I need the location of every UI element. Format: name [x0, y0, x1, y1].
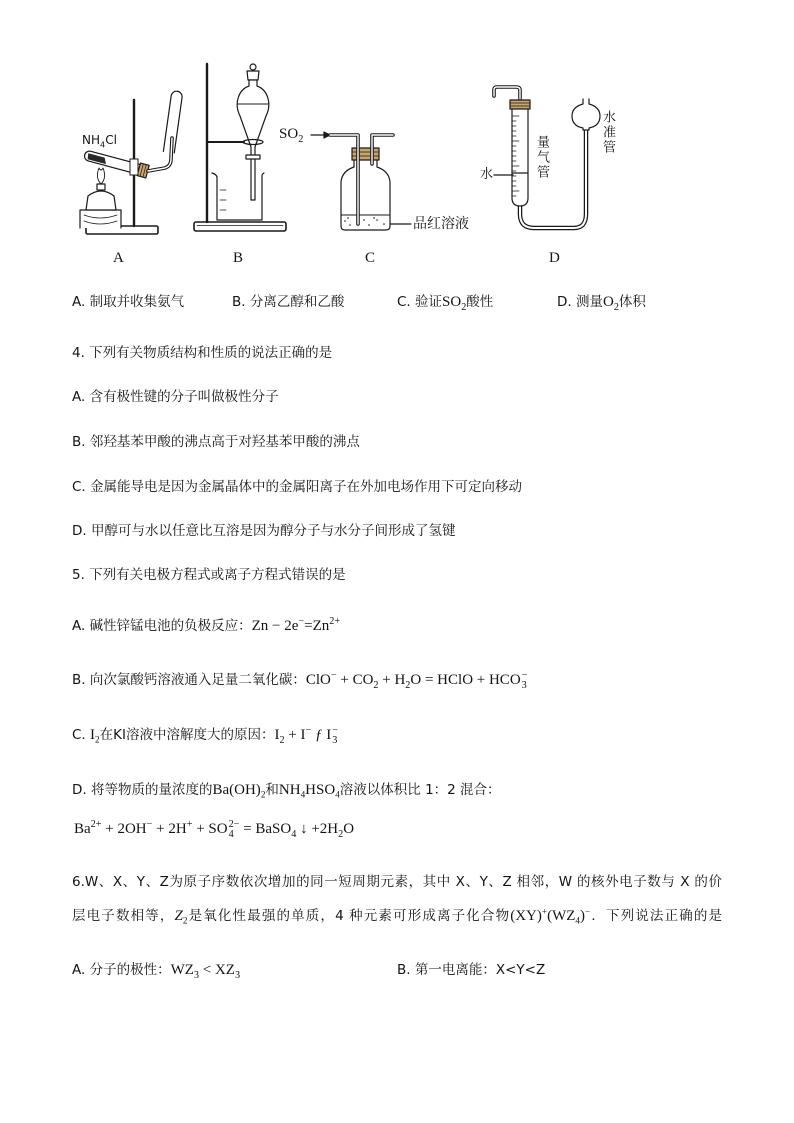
q6-stem-text: ．下列说法正确的是 — [590, 908, 723, 924]
formula-part: I — [90, 727, 96, 743]
formula-sub: 2 — [613, 302, 619, 314]
q4-stem: 4. 下列有关物质结构和性质的说法正确的是 — [72, 345, 333, 361]
q3-option-c-text: C. 验证 — [397, 294, 443, 310]
eq-part: O — [343, 821, 355, 837]
q5-option-b — [72, 670, 527, 691]
label-leveling-tube: 水准管 — [600, 110, 615, 155]
q6-stem-text: 层电子数相等， — [72, 908, 175, 924]
q5-option-c-text: C. — [72, 727, 91, 743]
formula-sub: 3 — [234, 970, 241, 982]
formula-sup: + — [541, 906, 548, 917]
eq-part: =Zn — [304, 618, 330, 634]
formula-sub: 2 — [260, 789, 266, 800]
rubber-stopper — [352, 148, 379, 160]
funnel-stopper — [247, 71, 259, 80]
caption-b: B — [233, 250, 244, 266]
formula-part: SO — [442, 294, 462, 310]
rubber-tube — [520, 128, 586, 228]
formula-part: Ba(OH) — [212, 782, 261, 798]
q3-option-d — [557, 292, 646, 313]
caption-c: C — [365, 250, 376, 266]
apparatus-a-ammonia-setup — [80, 90, 183, 234]
burette-stopper — [510, 100, 530, 109]
q4-option-a: A. 含有极性键的分子叫做极性分子 — [72, 389, 279, 405]
q5-option-c-text: 在KI溶液中溶解度大的原因： — [99, 727, 275, 743]
eq-sub: 2 — [405, 680, 411, 692]
leveling-bulb — [572, 99, 600, 130]
eq-subsup — [229, 820, 240, 840]
q5-option-d — [72, 780, 501, 800]
q5-option-a-equation — [251, 615, 341, 634]
q6-stem-line-1: 6.W、X、Y、Z为原子序数依次增加的同一短周期元素，其中 X、Y、Z 相邻，W 的核外电子数与 X 的价 — [72, 874, 722, 890]
reversible-arrow: ƒ — [311, 727, 327, 743]
formula-part: HSO — [305, 782, 336, 798]
q4-option-b: B. 邻羟基苯甲酸的沸点高于对羟基苯甲酸的沸点 — [72, 434, 360, 450]
q6-stem-line-2 — [72, 905, 722, 927]
label-nh4cl-sub: 4 — [100, 139, 106, 150]
label-nh4cl — [82, 132, 117, 148]
label-nh4cl-part: Cl — [105, 133, 117, 147]
formula-sup: − — [585, 906, 591, 917]
q5-option-d-text: D. 将等物质的量浓度的 — [72, 782, 213, 798]
eq-sub: 2 — [338, 829, 344, 841]
q5-option-c — [72, 725, 338, 746]
q6-option-b: B. 第一电离能：X<Y<Z — [397, 962, 546, 978]
formula-part: (XY) — [510, 908, 542, 924]
label-pinhong-solution: 品红溶液 — [413, 216, 469, 232]
stand-base — [194, 222, 286, 231]
formula-part: (WZ — [547, 908, 576, 924]
apparatus-c-gas-washing-bottle — [311, 132, 411, 230]
eq-sub: 2 — [373, 680, 379, 692]
eq-part: Ba — [74, 821, 91, 837]
eq-sup: + — [186, 818, 193, 830]
eq-part: O = HClO + HCO — [410, 672, 521, 688]
stopcock — [246, 155, 260, 159]
test-tube — [83, 149, 149, 178]
eq-subsup — [522, 671, 528, 691]
eq-part: + 2OH — [101, 821, 147, 837]
beaker — [212, 173, 264, 220]
q6-option-a — [72, 960, 240, 981]
eq-part: I — [274, 727, 280, 743]
formula-sub: 4 — [575, 915, 580, 926]
eq-part: ↓ +2H — [296, 821, 339, 837]
label-so2-sub: 2 — [298, 134, 304, 146]
formula-sub: 2 — [182, 915, 188, 926]
rubber-tube-inner — [520, 128, 586, 228]
eq-sup: 2− — [228, 818, 240, 830]
q3-option-d-text: D. 测量 — [557, 294, 603, 310]
caption-a: A — [113, 250, 124, 266]
q5-option-d-text: 和 — [265, 782, 279, 798]
apparatus-figure — [0, 0, 794, 280]
flame — [97, 168, 104, 184]
eq-sub: 4 — [291, 829, 297, 841]
eq-part: Zn − 2e — [251, 618, 299, 634]
eq-sup: 2+ — [90, 818, 102, 830]
eq-sub: 3 — [521, 680, 527, 692]
formula-part: ) — [580, 908, 585, 924]
q3-option-c-text: 酸性 — [466, 294, 494, 310]
q3-option-b: B. 分离乙醇和乙酸 — [232, 294, 345, 310]
q3-option-d-text: 体积 — [618, 294, 646, 310]
q5-option-b-text: B. 向次氯酸钙溶液通入足量二氧化碳： — [72, 672, 306, 688]
eq-sup: − — [330, 669, 337, 681]
label-nh4cl-part: NH — [82, 133, 100, 147]
eq-subsup — [332, 726, 338, 746]
eq-part: = BaSO — [239, 821, 292, 837]
alcohol-lamp — [86, 191, 116, 210]
eq-sub: 2 — [279, 735, 285, 747]
eq-sub: 4 — [228, 829, 234, 841]
q5-stem: 5. 下列有关电极方程式或离子方程式错误的是 — [72, 567, 346, 583]
eq-sup: − — [146, 818, 153, 830]
eq-part: + H — [378, 672, 406, 688]
q5-option-c-equation — [274, 724, 339, 747]
eq-sup: − — [332, 724, 339, 736]
q3-option-d-formula — [602, 294, 619, 314]
apparatus-b-separatory-funnel — [194, 64, 286, 231]
q5-option-b-equation — [305, 669, 528, 692]
bottle — [341, 160, 390, 230]
eq-sup: 2+ — [329, 615, 341, 627]
eq-part: + I — [284, 727, 306, 743]
q5-option-d-text: 溶液以体积比 1：2 混合： — [339, 782, 501, 798]
eq-part: + CO — [336, 672, 374, 688]
formula-sub: 2 — [95, 734, 100, 745]
formula-part: Z — [174, 908, 183, 924]
q4-option-c: C. 金属能导电是因为金属晶体中的金属阳离子在外加电场作用下可定向移动 — [72, 479, 523, 495]
eq-sup: − — [305, 724, 312, 736]
eq-part: + SO — [192, 821, 228, 837]
formula-sub: 4 — [335, 789, 340, 800]
q3-option-a: A. 制取并收集氨气 — [72, 294, 185, 310]
formula-sub: 2 — [461, 302, 467, 314]
clamp — [130, 159, 138, 175]
beaker-graduations — [220, 190, 226, 210]
formula-part: < XZ — [199, 962, 235, 978]
formula-part: WZ — [170, 962, 194, 978]
eq-part: I — [326, 727, 332, 743]
q6-stem-text: 是氧化性最强的单质，4 种元素可形成离子化合物 — [187, 908, 511, 924]
eq-part: ClO — [305, 672, 331, 688]
q3-option-c — [397, 292, 493, 313]
label-gas-burette: 量气管 — [534, 135, 549, 180]
eq-sup: − — [298, 615, 305, 627]
lamp-wick-holder — [97, 184, 105, 190]
formula-sub: 3 — [193, 970, 200, 982]
q5-option-d-equation — [74, 819, 354, 840]
q4-option-d: D. 甲醇可与水以任意比互溶是因为醇分子与水分子间形成了氢键 — [72, 523, 456, 539]
bent-tube — [494, 87, 520, 101]
q5-option-a — [72, 616, 340, 636]
formula-sub: 4 — [300, 789, 306, 800]
eq-sub: 3 — [332, 735, 338, 747]
label-so2 — [279, 126, 303, 145]
q5-option-a-text: A. 碱性锌锰电池的负极反应： — [72, 618, 252, 634]
funnel-stopper-knob — [250, 64, 256, 70]
q6-option-a-formula — [170, 962, 241, 982]
formula-part: O — [602, 294, 614, 310]
heating-block — [80, 210, 121, 228]
label-water: 水 — [480, 167, 494, 182]
bent-tube-inner — [494, 87, 520, 101]
q6-option-a-text: A. 分子的极性： — [72, 962, 171, 978]
formula-part: NH — [278, 782, 301, 798]
eq-sup: − — [521, 669, 528, 681]
q3-option-c-formula — [442, 294, 467, 314]
eq-part: + 2H — [152, 821, 187, 837]
label-so2-part: SO — [279, 126, 299, 142]
caption-d: D — [549, 250, 560, 266]
